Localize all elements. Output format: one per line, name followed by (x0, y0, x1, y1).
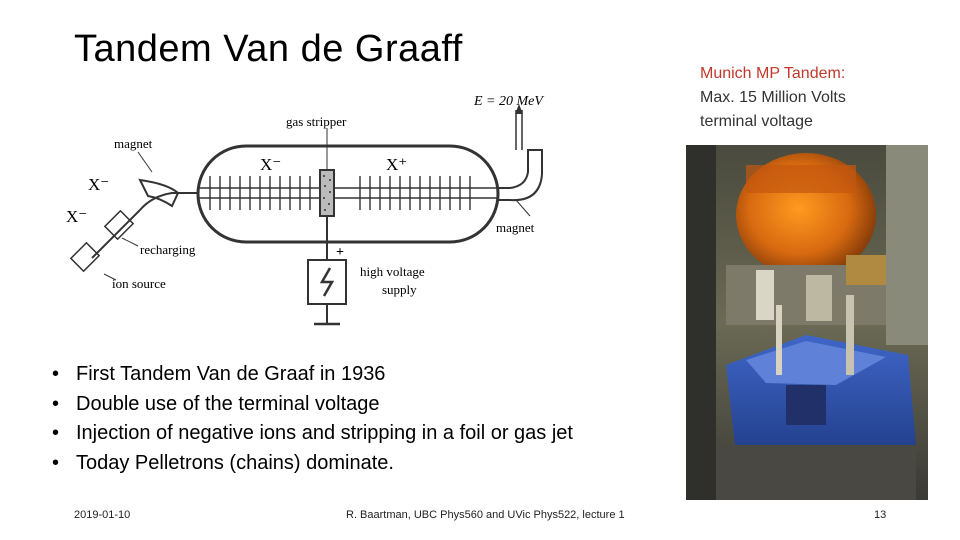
bullet-marker: • (52, 363, 60, 385)
right-magnet (498, 150, 542, 200)
electrodes (210, 176, 470, 210)
bullet-marker: • (52, 451, 60, 474)
caption-line-1: Munich MP Tandem: (700, 65, 846, 82)
list-item: • First Tandem Van de Graaf in 1936 (52, 360, 573, 390)
bullet-list (52, 360, 573, 478)
magnet-left-label: magnet (114, 136, 153, 151)
stripper-box (320, 170, 334, 216)
plus-sign: + (336, 245, 344, 260)
footer-date: 2019-01-10 (74, 509, 131, 521)
bullet-marker: • (52, 422, 60, 444)
hv-label-line-2: supply (382, 282, 417, 297)
ion-source-box (71, 243, 99, 271)
ion-source-label: ion source (112, 276, 166, 291)
magnet-right-label: magnet (496, 220, 535, 235)
energy-label: E = 20 MeV (474, 94, 543, 109)
lightning-icon (322, 268, 332, 296)
x-minus-label-2: X⁻ (66, 207, 88, 226)
x-minus-inner-label: X⁻ (260, 155, 282, 174)
x-minus-label-1: X⁻ (88, 175, 110, 194)
accelerator-photo (686, 145, 928, 500)
list-item: • Today Pelletrons (chains) dominate. (52, 449, 573, 479)
x-plus-inner-label: X⁺ (386, 155, 408, 174)
list-item: • Double use of the terminal voltage (52, 390, 573, 420)
slide-title: Tandem Van de Graaff (74, 28, 463, 70)
hv-label-line-1: high voltage (360, 264, 425, 279)
recharging-box (105, 211, 133, 239)
caption-line-3: terminal voltage (700, 113, 813, 130)
tandem-diagram (60, 88, 560, 340)
caption-line-2: Max. 15 Million Volts (700, 89, 846, 106)
recharging-label: recharging (140, 242, 196, 257)
gas-stripper-label: gas stripper (286, 114, 347, 129)
page-number: 13 (874, 509, 887, 521)
bullet-marker: • (52, 392, 60, 415)
footer-text: R. Baartman, UBC Phys560 and UVic Phys522, lecture 1 (346, 509, 625, 521)
photo-caption (700, 62, 920, 134)
pressure-tank (198, 146, 498, 242)
list-item: • Injection of negative ions and stripping in a foil or gas jet (52, 419, 573, 449)
